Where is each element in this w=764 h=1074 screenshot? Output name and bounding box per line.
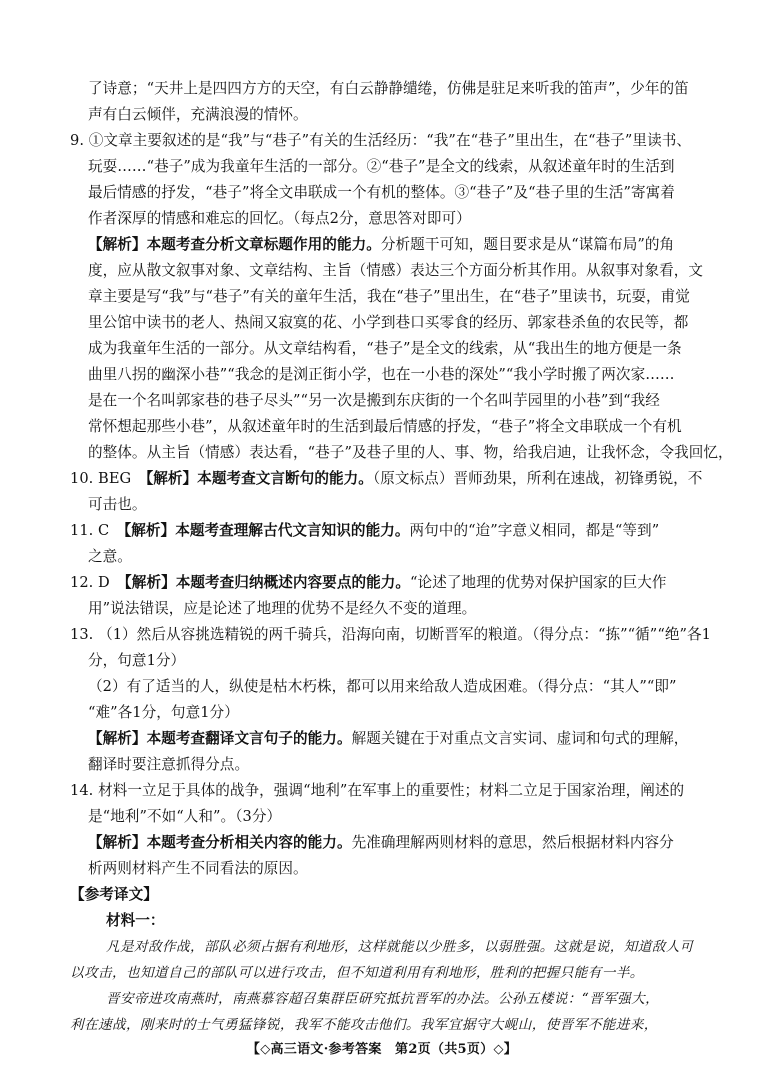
analysis-text: （原文标点）晋师劲果，所利在速战，初锋勇锐，不: [372, 470, 703, 487]
q9-analysis-line-7: 是在一个名叫郭家巷的巷子尽头”“另一次是搬到东庆街的一个名叫芋园里的小巷”到“我经: [88, 392, 660, 409]
analysis-tag: 【解析】: [123, 522, 176, 539]
q14-analysis-line-2: 析两则材料产生不同看法的原因。: [88, 860, 308, 877]
analysis-tag: 【解析】: [88, 730, 147, 747]
q14-line-1: [70, 782, 684, 801]
q9-analysis-line-3: 章主要是写“我”与“巷子”有关的童年生活，我在“巷子”里出生，在“巷子”里读书，玩耍，甫觉: [88, 288, 690, 305]
q10-line-2: 可击也。: [88, 496, 147, 513]
q12-line-1: [70, 574, 667, 593]
q13-number: 13.: [70, 626, 99, 643]
q9-analysis-line-4: 里公馆中读书的老人、热闹又寂寞的花、小学到巷口买零食的经历、郭家巷杀鱼的农民等，都: [88, 314, 689, 331]
q12-line-2: 用”说法错误，应是论述了地理的优势不是经久不变的道理。: [88, 600, 477, 617]
translation-line-3: 晋安帝进攻南燕时，南燕慕容超召集群臣研究抵抗晋军的办法。公孙五楼说：“晋军强大，: [106, 991, 660, 1007]
analysis-lead: 本题考查分析相关内容的能力。: [146, 834, 352, 851]
q10-answer: 10. BEG: [70, 470, 146, 487]
analysis-lead: 本题考查分析文章标题作用的能力。: [146, 236, 381, 253]
translation-line-4: 利在速战，刚来时的士气勇猛锋锐，我军不能攻击他们。我军宜据守大岘山，使晋军不能进来，: [70, 1017, 658, 1033]
analysis-tag: 【解析】: [145, 470, 198, 487]
q13-analysis-line-1: [88, 730, 688, 749]
q12-answer: 12. D: [70, 574, 125, 591]
analysis-lead: 本题考查理解古代文言知识的能力。: [175, 522, 410, 539]
q13-analysis-line-2: 翻译时要注意抓得分点。: [88, 756, 250, 773]
q13-line-2: 分，句意1分）: [88, 652, 186, 669]
q9-answer-line-3: 最后情感的抒发，“巷子”将全文串联成一个有机的整体。③“巷子”及“巷子里的生活”寄寓着: [88, 184, 675, 201]
q14-number: 14.: [70, 782, 99, 799]
reference-translation-heading: 【参考译文】: [70, 886, 158, 903]
q9-number: 9.: [70, 132, 89, 149]
translation-line-1: 凡是对敌作战，部队必须占据有利地形，这样就能以少胜多，以弱胜强。这就是说，知道敌人可: [106, 939, 694, 955]
q14-analysis-line-1: [88, 834, 674, 853]
analysis-text: 先准确理解两则材料的意思，然后根据材料内容分: [351, 834, 674, 851]
analysis-lead: 本题考查翻译文言句子的能力。: [146, 730, 352, 747]
q9-answer-text: ①文章主要叙述的是“我”与“巷子”有关的生活经历：“我”在“巷子”里出生，在“巷子”里读书、: [88, 132, 692, 149]
analysis-text: 分析题干可知，题目要求是从“谋篇布局”的角: [380, 236, 675, 253]
analysis-tag: 【解析】: [124, 574, 176, 591]
q9-analysis-line-1: [88, 236, 674, 255]
q8-line-1: 了诗意；“天井上是四四方方的天空，有白云静静缱绻，仿佛是驻足来听我的笛声”，少年的笛: [88, 80, 689, 97]
material-one-label: 材料一：: [106, 912, 165, 929]
analysis-tag: 【解析】: [88, 236, 147, 253]
q13-text: （1）然后从容挑选精锐的两千骑兵，沿海向南，切断晋军的粮道。（得分点：“拣”“循”“绝”各1: [98, 626, 711, 643]
q9-analysis-line-6: 曲里八拐的幽深小巷”“我念的是浏正街小学，也在一小巷的深处”“我小学时搬了两次家……: [88, 366, 675, 383]
q13-line-1: [70, 626, 711, 645]
q9-answer-line-4: 作者深厚的情感和难忘的回忆。（每点2分，意思答对即可）: [88, 210, 471, 227]
analysis-text: “论述了地理的优势对保护国家的巨大作: [410, 574, 667, 591]
q13-line-4: “难”各1分，句意1分）: [88, 704, 239, 721]
analysis-tag: 【解析】: [88, 834, 147, 851]
q14-text: 材料一立足于具体的战争，强调“地利”在军事上的重要性；材料二立足于国家治理，阐述的: [98, 782, 685, 799]
analysis-lead: 本题考查文言断句的能力。: [197, 470, 373, 487]
analysis-text: 两句中的“迨”字意义相同，都是“等到”: [409, 522, 660, 539]
translation-line-2: 以攻击，也知道自己的部队可以进行攻击，但不知道利用有利地形，胜利的把握只能有一半。: [70, 965, 644, 981]
analysis-text: 解题关键在于对重点文言实词、虚词和句式的理解，: [351, 730, 689, 747]
q11-line-1: [70, 522, 659, 541]
q9-answer-line-1: [70, 132, 691, 151]
q9-analysis-line-9: 的整体。从主旨（情感）表达看，“巷子”及巷子里的人、事、物，给我启迪，让我怀念，令我回忆，: [88, 444, 733, 461]
q8-line-2: 声有白云倾伴，充满浪漫的情怀。: [88, 106, 308, 123]
q14-line-2: 是“地利”不如“人和”。（3分）: [88, 808, 282, 825]
q10-line-1: [70, 470, 702, 489]
q9-analysis-line-5: 成为我童年生活的一部分。从文章结构看，“巷子”是全文的线索，从“我出生的地方便是一条: [88, 340, 682, 357]
q9-answer-line-2: 玩耍……“巷子”成为我童年生活的一部分。②“巷子”是全文的线索，从叙述童年时的生活到: [88, 158, 675, 175]
q11-answer: 11. C: [70, 522, 124, 539]
q9-analysis-line-2: 度，应从散文叙事对象、文章结构、主旨（情感）表达三个方面分析其作用。从叙事对象看，文: [88, 262, 704, 279]
q13-line-3: （2）有了适当的人，纵使是枯木朽株，都可以用来给敌人造成困难。（得分点：“其人”“即”: [88, 678, 677, 695]
analysis-lead: 本题考查归纳概述内容要点的能力。: [175, 574, 411, 591]
q9-analysis-line-8: 常怀想起那些小巷”，从叙述童年时的生活到最后情感的抒发，“巷子”将全文串联成一个有机: [88, 418, 682, 435]
q11-line-2: 之意。: [88, 548, 132, 565]
page-footer: 【◇高三语文·参考答案 第2页（共5页）◇】: [246, 1042, 518, 1057]
